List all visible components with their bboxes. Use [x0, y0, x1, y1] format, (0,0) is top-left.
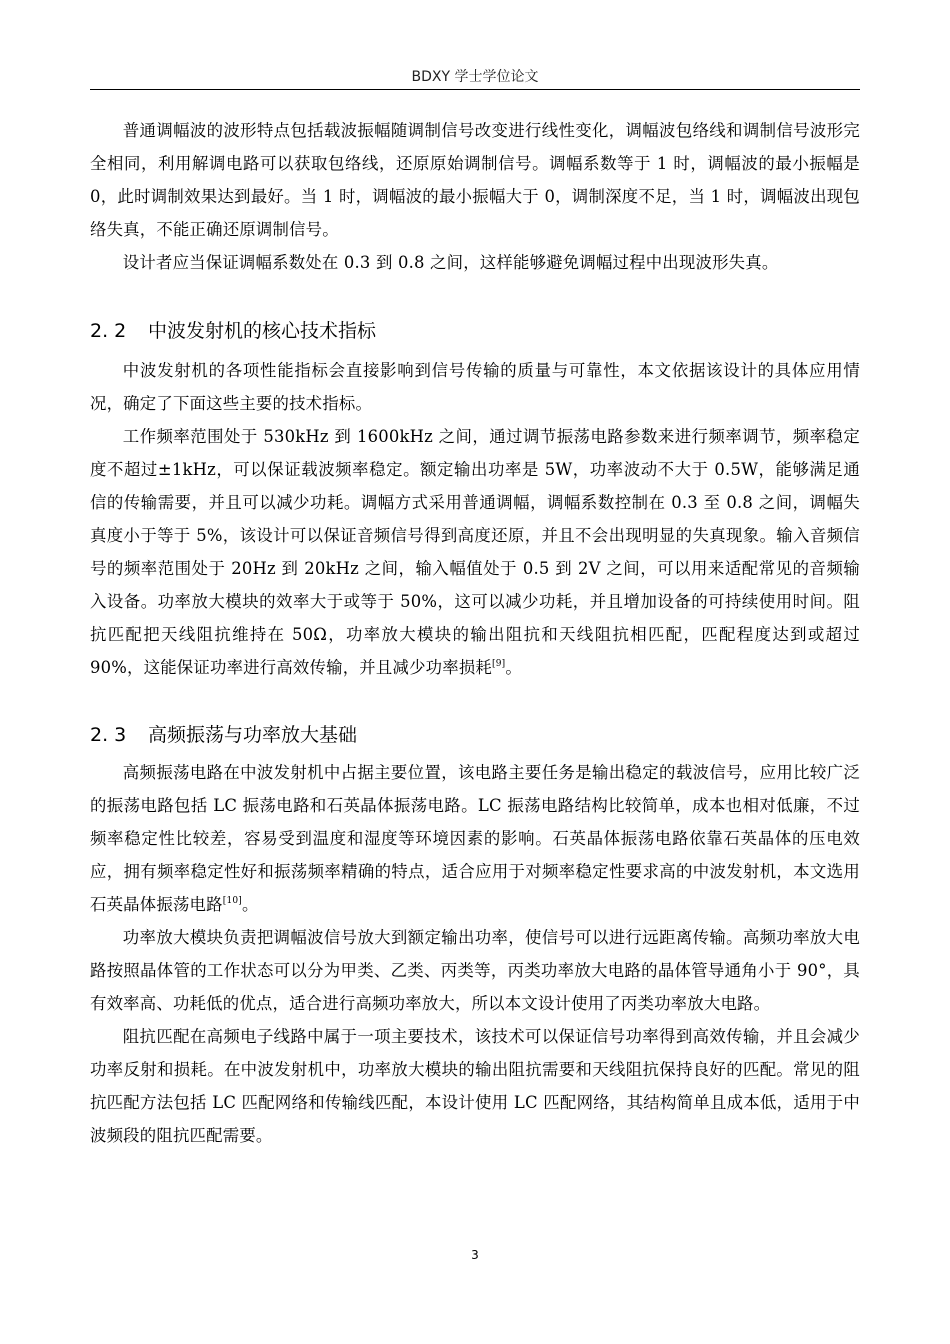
- running-header: BDXY 学士学位论文: [411, 69, 539, 85]
- page-number: 3: [471, 1248, 479, 1262]
- paragraph-text: 工作频率范围处于 530kHz 到 1600kHz 之间，通过调节振荡电路参数来进行频率调节，频率稳定度不超过±1kHz，可以保证载波频率稳定。额定输出功率是 5W，功率波动不大于 0.5W，能够满足通信的传输需要，并且可以减少功耗。调幅方式采用普通调幅，调幅系数控制在 0.3 至 0.8 之间，调幅失真度小于等于 5%，该设计可以保证音频信号得到高度还原，并且不会出现明显的失真现象。输入音频信号的频率范围处于 20Hz 到 20kHz 之间，输入幅值处于 0.5 到 2V 之间，可以用来适配常见的音频输入设备。功率放大模块的效率大于或等于 50%，这可以减少功耗，并且增加设备的可持续使用时间。阻抗匹配把天线阻抗维持在 50Ω，功率放大模块的输出阻抗和天线阻抗相匹配，匹配程度达到或超过 90%，这能保证功率进行高效传输，并且减少功率损耗: [90, 427, 860, 677]
- section-2-2-paragraph-1: 中波发射机的各项性能指标会直接影响到信号传输的质量与可靠性，本文依据该设计的具体应用情况，确定了下面这些主要的技术指标。: [90, 361, 860, 413]
- section-2-3-paragraph-2: 功率放大模块负责把调幅波信号放大到额定输出功率，使信号可以进行远距离传输。高频功率放大电路按照晶体管的工作状态可以分为甲类、乙类、丙类等，丙类功率放大电路的晶体管导通角小于 90°，具有效率高、功耗低的优点，适合进行高频功率放大，所以本文设计使用了丙类功率放大电路。: [90, 928, 860, 1013]
- section-2-3-paragraph-1: [90, 756, 860, 921]
- section-number: 2. 3: [90, 724, 127, 746]
- citation-ref: [10]: [222, 896, 243, 906]
- paragraph-end: 。: [242, 895, 259, 914]
- section-title: 中波发射机的核心技术指标: [148, 320, 377, 342]
- section-heading-2-2: [90, 318, 860, 344]
- paragraph-text: 高频振荡电路在中波发射机中占据主要位置，该电路主要任务是输出稳定的载波信号，应用比较广泛的振荡电路包括 LC 振荡电路和石英晶体振荡电路。LC 振荡电路结构比较简单，成本也相对低廉，不过频率稳定性比较差，容易受到温度和湿度等环境因素的影响。石英晶体振荡电路依靠石英晶体的压电效应，拥有频率稳定性好和振荡频率精确的特点，适合应用于对频率稳定性要求高的中波发射机，本文选用石英晶体振荡电路: [90, 763, 860, 914]
- section-title: 高频振荡与功率放大基础: [148, 724, 358, 746]
- section-2-2-paragraph-2: [90, 420, 860, 684]
- section-2-3-paragraph-3: 阻抗匹配在高频电子线路中属于一项主要技术，该技术可以保证信号功率得到高效传输，并且会减少功率反射和损耗。在中波发射机中，功率放大模块的输出阻抗需要和天线阻抗保持良好的匹配。常见的阻抗匹配方法包括 LC 匹配网络和传输线匹配，本设计使用 LC 匹配网络，其结构简单且成本低，适用于中波频段的阻抗匹配需要。: [90, 1027, 860, 1145]
- header-rule: [90, 89, 860, 90]
- intro-paragraph-2: 设计者应当保证调幅系数处在 0.3 到 0.8 之间，这样能够避免调幅过程中出现波形失真。: [122, 253, 779, 272]
- page-body: [90, 114, 860, 1152]
- paragraph-end: 。: [505, 658, 522, 677]
- section-number: 2. 2: [90, 320, 127, 342]
- section-heading-2-3: [90, 722, 860, 748]
- intro-paragraph-1: 普通调幅波的波形特点包括载波振幅随调制信号改变进行线性变化，调幅波包络线和调制信号波形完全相同，利用解调电路可以获取包络线，还原原始调制信号。调幅系数等于 1 时，调幅波的最小振幅是 0，此时调制效果达到最好。当 1 时，调幅波的最小振幅大于 0，调制深度不足，当 1 时，调幅波出现包络失真，不能正确还原调制信号。: [90, 121, 860, 239]
- citation-ref: [9]: [492, 659, 506, 669]
